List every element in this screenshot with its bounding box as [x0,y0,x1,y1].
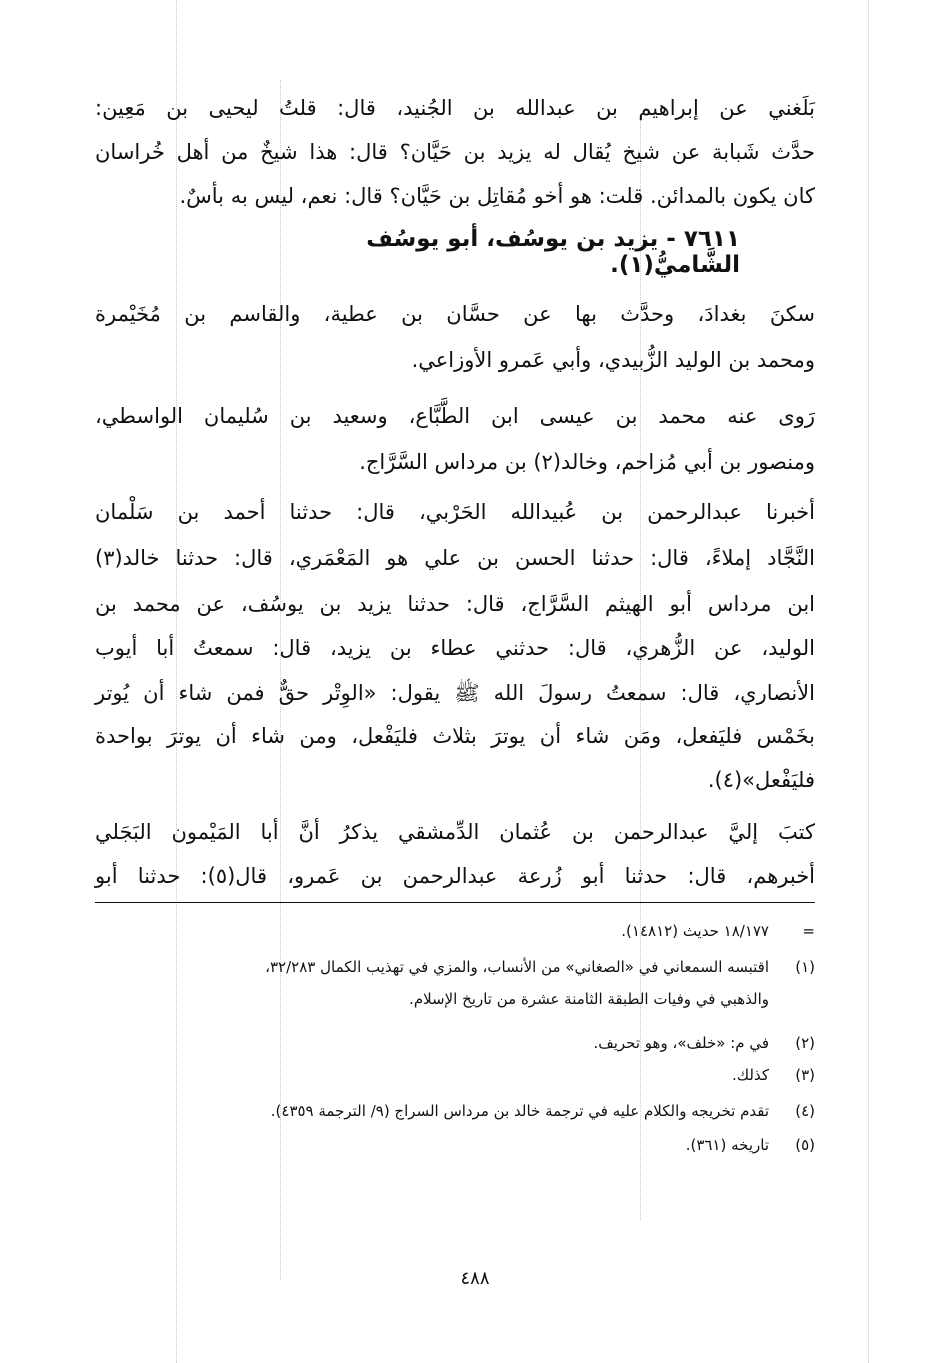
paragraph-4-line: أخبرنا عبدالرحمن بن عُبيدالله الحَرْبي، قال: حدثنا أحمد بن سَلْمان [95,500,815,524]
footnote-number: (٥) [795,1136,815,1154]
paragraph-4-line: الأنصاري، قال: سمعتُ رسولَ الله ﷺ يقول: «الوِتْر حقٌّ فمن شاء أن يُوتر [95,681,815,705]
footnote-text: ١٨/١٧٧ حديث (١٤٨١٢). [621,922,769,940]
paragraph-4-line: النَّجَّاد إملاءً، قال: حدثنا الحسن بن علي هو المَعْمَري، قال: حدثنا خالد(٣) [95,546,815,570]
paragraph-4-line: الوليد، عن الزُّهري، قال: حدثني عطاء بن يزيد، قال: سمعتُ أبا أيوب [95,636,815,660]
paragraph-4-line: فليَفْعل»(٤). [707,768,815,792]
footnote-number: (٢) [795,1034,815,1052]
paragraph-5-line: كتبَ إليَّ عبدالرحمن بن عُثمان الدِّمشقي يذكرُ أنَّ أبا المَيْمون البَجَلي [95,820,815,844]
footnote-3 [732,1066,815,1084]
page-number: ٤٨٨ [460,1268,490,1289]
footnote-number: (٤) [795,1102,815,1120]
footnote-4 [271,1102,815,1120]
paragraph-2-line: ومحمد بن الوليد الزُّبيدي، وأبي عَمرو الأوزاعي. [411,348,815,372]
paragraph-1-line: كان يكون بالمدائن. قلت: هو أخو مُقاتِل بن حَيَّان؟ قال: نعم، ليس به بأسٌ. [179,184,815,208]
scan-artifact-line [868,0,869,1363]
footnote-2 [593,1034,815,1052]
footnote-text: كذلك. [732,1066,769,1084]
paragraph-1-line: بَلَغني عن إبراهيم بن عبدالله بن الجُنيد، قال: قلتُ ليحيى بن مَعِين: [95,96,815,120]
footnote-number: = [802,922,815,940]
footnote-text: تاريخه (٣٦١). [685,1136,769,1154]
paragraph-4-line: بخَمْس فليَفعل، ومَن شاء أن يوترَ بثلاث فليَفْعل، ومن شاء أن يوترَ بواحدة [95,724,815,748]
footnote-separator [95,902,815,903]
footnote-number: (١) [795,958,815,976]
paragraph-1-line: حدَّث شَبابة عن شيخ يُقال له يزيد بن حَيَّان؟ قال: هذا شيخٌ من أهل خُراسان [95,140,815,164]
footnote-text: والذهبي في وفيات الطبقة الثامنة عشرة من تاريخ الإسلام. [409,990,769,1008]
footnote-5 [686,1136,815,1154]
paragraph-2-line: سكنَ بغدادَ، وحدَّث بها عن حسَّان بن عطية، والقاسم بن مُخَيْمرة [95,302,815,326]
footnote-text: في م: «خلف»، وهو تحريف. [593,1034,769,1052]
paragraph-5-line: أخبرهم، قال: حدثنا أبو زُرعة عبدالرحمن بن عَمرو، قال(٥): حدثنا أبو [95,864,816,888]
footnote-continuation [621,922,815,940]
paragraph-4-line: ابن مرداس أبو الهيثم السَّرَّاج، قال: حدثنا يزيد بن يوسُف، عن محمد بن [95,592,815,616]
paragraph-3-line: رَوى عنه محمد بن عيسى ابن الطَّبَّاع، وسعيد بن سُليمان الواسطي، [95,404,815,428]
entry-heading: ٧٦١١ - يزيد بن يوسُف، أبو يوسُف الشَّاميُّ(١). [366,226,740,278]
footnote-text: تقدم تخريجه والكلام عليه في ترجمة خالد بن مرداس السراج (٩/ الترجمة ٤٣٥٩). [270,1102,769,1120]
scan-artifact-line [640,120,641,1220]
footnote-number: (٣) [795,1066,815,1084]
footnote-1-continued [409,990,769,1008]
paragraph-3-line: ومنصور بن أبي مُزاحم، وخالد(٢) بن مرداس السَّرَّاج. [359,450,815,474]
footnote-text: اقتبسه السمعاني في «الصغاني» من الأنساب، والمزي في تهذيب الكمال ٣٢/٢٨٣، [265,958,769,976]
footnote-1 [265,958,815,976]
